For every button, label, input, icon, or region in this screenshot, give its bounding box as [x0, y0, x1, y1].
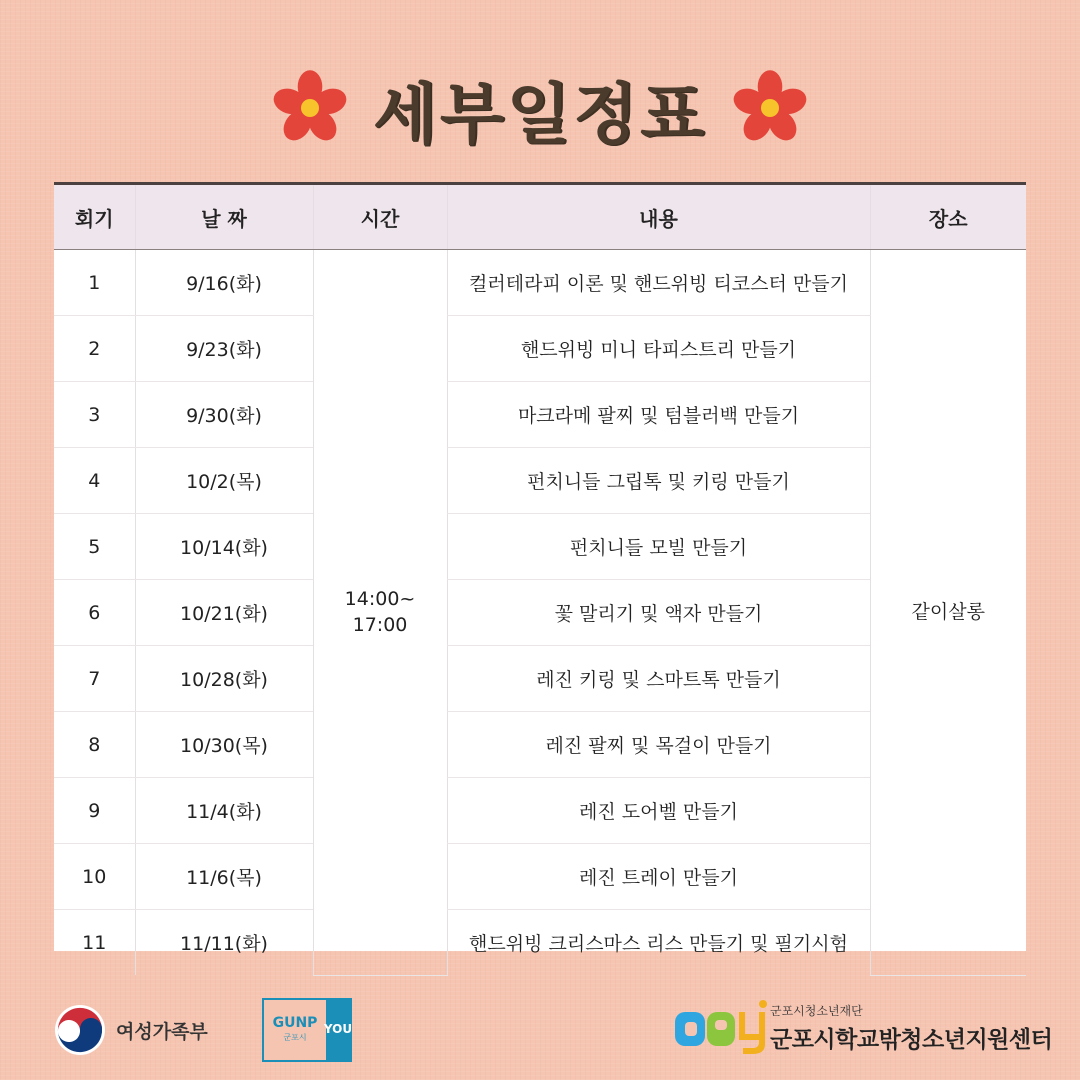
time-end: 17:00	[352, 614, 408, 637]
content-cell: 레진 키링 및 스마트톡 만들기	[447, 646, 870, 712]
session-cell: 6	[54, 580, 135, 646]
content-cell: 컬러테라피 이론 및 핸드위빙 티코스터 만들기	[447, 250, 870, 316]
taegeuk-icon	[54, 1004, 106, 1056]
content-cell: 핸드위빙 미니 타피스트리 만들기	[447, 316, 870, 382]
ministry-label: 여성가족부	[116, 1020, 208, 1043]
session-cell: 7	[54, 646, 135, 712]
gpy-logo-icon	[673, 998, 773, 1058]
content-cell: 레진 도어벨 만들기	[447, 778, 870, 844]
date-cell: 9/30(화)	[135, 382, 313, 448]
session-cell: 9	[54, 778, 135, 844]
time-cell	[313, 250, 447, 976]
content-cell: 핸드위빙 크리스마스 리스 만들기 및 필기시험	[447, 910, 870, 976]
header-place: 장소	[870, 185, 1026, 250]
session-cell: 1	[54, 250, 135, 316]
session-cell: 10	[54, 844, 135, 910]
content-cell: 레진 팔찌 및 목걸이 만들기	[447, 712, 870, 778]
content-cell: 꽃 말리기 및 액자 만들기	[447, 580, 870, 646]
date-cell: 9/23(화)	[135, 316, 313, 382]
date-cell: 11/4(화)	[135, 778, 313, 844]
session-cell: 3	[54, 382, 135, 448]
time-start: 14:00~	[344, 587, 416, 610]
content-cell: 레진 트레이 만들기	[447, 844, 870, 910]
center-logo-text	[770, 1002, 1052, 1054]
date-cell: 10/28(화)	[135, 646, 313, 712]
header-session: 회기	[54, 185, 135, 250]
gunpo-logo-you: YOU	[326, 1000, 350, 1060]
date-cell: 10/30(목)	[135, 712, 313, 778]
title-area	[0, 58, 1080, 158]
center-name: 군포시학교밖청소년지원센터	[770, 1027, 1053, 1053]
gunpo-logo-word: GUNP	[272, 1015, 318, 1031]
header-date: 날 짜	[135, 185, 313, 250]
header-time: 시간	[313, 185, 447, 250]
content-cell: 마크라메 팔찌 및 텀블러백 만들기	[447, 382, 870, 448]
date-cell: 11/6(목)	[135, 844, 313, 910]
page-title: 세부일정표	[373, 75, 707, 153]
session-cell: 4	[54, 448, 135, 514]
ministry-logo	[54, 1004, 208, 1056]
date-cell: 10/2(목)	[135, 448, 313, 514]
foundation-name: 군포시청소년재단	[770, 1004, 863, 1018]
footer	[0, 990, 1080, 1070]
content-cell: 펀치니들 그립톡 및 키링 만들기	[447, 448, 870, 514]
session-cell: 5	[54, 514, 135, 580]
flower-icon	[729, 67, 811, 149]
table-row	[54, 250, 1026, 316]
schedule-table	[54, 182, 1026, 955]
content-cell: 펀치니들 모빌 만들기	[447, 514, 870, 580]
header-content: 내용	[447, 185, 870, 250]
session-cell: 11	[82, 931, 107, 954]
flower-icon	[269, 67, 351, 149]
date-cell: 9/16(화)	[135, 250, 313, 316]
date-cell: 10/14(화)	[135, 514, 313, 580]
gunpo-you-logo	[262, 998, 352, 1062]
session-cell: 8	[54, 712, 135, 778]
date-cell: 11/11(화)	[135, 910, 313, 976]
table-header-row	[54, 185, 1026, 250]
session-cell: 2	[54, 316, 135, 382]
date-cell: 10/21(화)	[135, 580, 313, 646]
place-cell: 같이살롱	[870, 250, 1026, 976]
gunpo-logo-city: 군포시	[283, 1033, 307, 1042]
